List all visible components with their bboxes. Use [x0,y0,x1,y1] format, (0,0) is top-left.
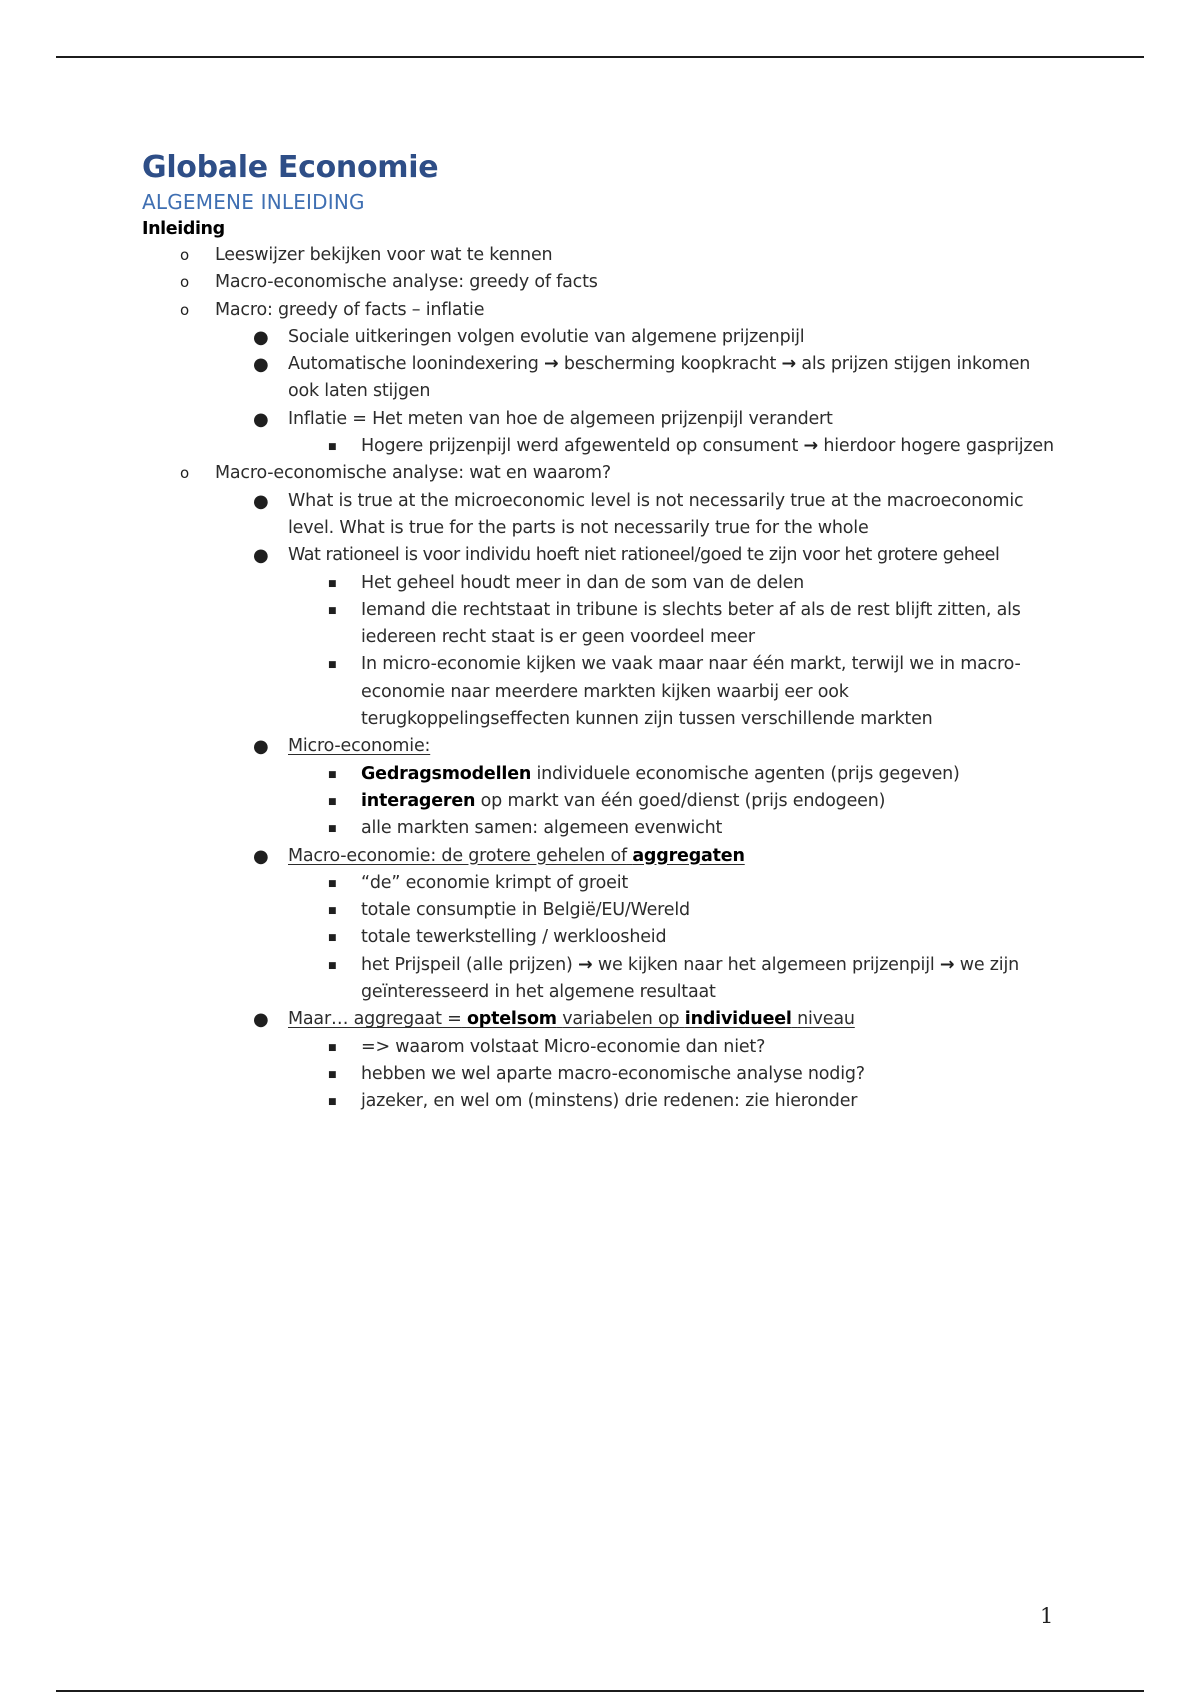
square-bullet-icon: ■ [328,1042,337,1053]
subsection-heading: Inleiding [142,219,225,239]
list-item: ● Automatische loonindexering → bescherming koopkracht → als prijzen stijgen inkomen ook laten stijgen [215,351,1062,406]
list-item: ● Maar… aggregaat = optelsom variabelen op individueel niveau ■ => waarom volstaat Micro-economie dan niet? ■ hebben we wel aparte macro-economische analyse nodig? ■ jazeker, en wel om (minstens) drie redenen: zie hieronder [215,1006,1062,1115]
square-bullet-icon: ■ [328,960,337,971]
square-bullet-icon: ■ [328,442,337,453]
list-item: ■ Hogere prijzenpijl werd afgewenteld op consument → hierdoor hogere gasprijzen [288,433,1062,460]
list-item: ■ totale tewerkstelling / werkloosheid [288,924,1062,951]
circle-bullet-icon: o [180,273,189,292]
square-bullet-icon: ■ [328,878,337,889]
header-rule [56,56,1144,58]
list-item: ■ hebben we wel aparte macro-economische analyse nodig? [288,1061,1062,1088]
list-item: o Leeswijzer bekijken voor wat te kennen [142,242,1062,269]
document-body [142,148,1062,1116]
list-item: ■ interageren op markt van één goed/dienst (prijs endogeen) [288,788,1062,815]
list-item: ■ In micro-economie kijken we vaak maar naar één markt, terwijl we in macro-economie naar meerdere markten kijken waarbij eer ook terugkoppelingseffecten kunnen zijn tussen verschillende markten [328,654,1021,730]
disc-bullet-icon: ● [253,490,269,512]
circle-bullet-icon: o [180,464,189,483]
square-bullet-icon: ■ [328,1069,337,1080]
square-bullet-icon: ■ [328,1097,337,1108]
outline-level-3 [288,433,1062,460]
square-bullet-icon: ■ [328,824,337,835]
disc-bullet-icon: ● [253,354,269,376]
square-bullet-icon: ■ [328,933,337,944]
disc-bullet-icon: ● [253,326,269,348]
section-heading: ALGEMENE INLEIDING [142,190,365,214]
right-arrow-icon: → [803,436,818,457]
disc-bullet-icon: ● [253,845,269,867]
document-title: Globale Economie [142,150,439,185]
outline-level-3 [288,870,1062,1006]
disc-bullet-icon: ● [253,736,269,758]
circle-bullet-icon: o [180,300,189,319]
square-bullet-icon: ■ [328,605,337,616]
list-item: ■ Het geheel houdt meer in dan de som van de delen [288,570,1062,597]
right-arrow-icon: → [939,954,955,975]
square-bullet-icon: ■ [328,796,337,807]
list-item: ■ alle markten samen: algemeen evenwicht [288,815,1062,842]
outline-level-1 [142,242,1062,1116]
list-item: ■ totale consumptie in België/EU/Wereld [288,897,1062,924]
list-item: o Macro: greedy of facts – inflatie ● Sociale uitkeringen volgen evolutie van algemene prijzenpijl ● Automatische loonindexering → bescherming koopkracht → als prijzen stijgen inkomen ook laten stijgen ● Inflatie = Het meten van hoe de algemeen prijzenpijl verandert ■ Hogere prijzenpijl werd afgewenteld op consument → hierdoor hogere gasprijzen [142,297,1062,461]
list-item: ■ => waarom volstaat Micro-economie dan niet? [288,1034,1062,1061]
page-number: 1 [1040,1604,1054,1628]
list-item: ■ “de” economie krimpt of groeit [288,870,1062,897]
right-arrow-icon: → [544,354,559,375]
square-bullet-icon: ■ [328,578,337,589]
circle-bullet-icon: o [180,246,189,264]
outline-level-3 [288,761,1062,843]
list-item: ● Macro-economie: de grotere gehelen of aggregaten ■ “de” economie krimpt of groeit ■ totale consumptie in België/EU/Wereld ■ totale tewerkstelling / werkloosheid ■ het Prijspeil (alle prijzen) → we kijken naar het algemeen prijzenpijl → we zijn geïnteresseerd in het algemene resultaat [215,843,1062,1007]
outline-level-3 [288,1034,1062,1116]
outline-level-2 [215,488,1062,1116]
list-item: ● Sociale uitkeringen volgen evolutie van algemene prijzenpijl [215,324,1062,351]
right-arrow-icon: → [781,354,796,375]
list-item: ■ het Prijspeil (alle prijzen) → we kijken naar het algemeen prijzenpijl → we zijn geïnteresseerd in het algemene resultaat [328,954,1019,1003]
outline-level-2 [215,324,1062,460]
outline-level-3 [288,570,1062,734]
list-item: ● Micro-economie: ■ Gedragsmodellen individuele economische agenten (prijs gegeven) ■ interageren op markt van één goed/dienst (prijs endogeen) ■ alle markten samen: algemeen evenwicht [215,733,1062,842]
footer-rule [56,1690,1144,1692]
square-bullet-icon: ■ [328,660,337,671]
list-item: o Macro-economische analyse: greedy of facts [142,269,1062,296]
disc-bullet-icon: ● [253,408,269,430]
list-item: ● Wat rationeel is voor individu hoeft niet rationeel/goed te zijn voor het grotere geheel ■ Het geheel houdt meer in dan de som van de delen ■ Iemand die rechtstaat in tribune is slechts beter af als de rest blijft zitten, als iedereen recht staat is er geen voordeel meer ■ In micro-economie kijken we vaak maar naar één markt, terwijl we in macro-economie naar meerdere markten kijken waarbij eer ook terugkoppelingseffecten kunnen zijn tussen verschillende markten [215,542,1062,733]
list-item: ● What is true at the microeconomic level is not necessarily true at the macroeconomic level. What is true for the parts is not necessarily true for the whole [215,488,1062,543]
disc-bullet-icon: ● [253,545,269,567]
square-bullet-icon: ■ [328,906,337,917]
right-arrow-icon: → [578,954,593,975]
list-item: ■ Gedragsmodellen individuele economische agenten (prijs gegeven) [288,761,1062,788]
list-item: o Macro-economische analyse: wat en waarom? ● What is true at the microeconomic level is not necessarily true at the macroeconomic level. What is true for the parts is not necessarily true for the whole ● Wat rationeel is voor individu hoeft niet rationeel/goed te zijn voor het grotere geheel ■ Het geheel houdt meer in dan de som van de delen ■ Iemand die rechtstaat in tribune is slechts beter af als de rest blijft zitten, als iedereen recht staat is er geen voordeel meer ■ In micro-economie kijken we vaak maar naar één markt, terwijl we in macro-economie naar meerdere markten kijken waarbij eer ook terugkoppelingseffecten kunnen zijn tussen verschillende markten ● Micro-economie: ■ Gedragsmodellen individuele economische agenten (prijs gegeven) ■ interageren op markt van één goed/dienst (prijs endogeen) ■ alle markten samen: algemeen evenwicht ● Macro-economie: de grotere gehelen of aggregaten ■ “de” economie krimpt of groeit ■ totale consumptie in België/EU/Wereld ■ totale tewerkstelling / werkloosheid ■ het Prijspeil (alle prijzen) → we kijken naar het algemeen prijzenpijl → we zijn geïnteresseerd in het algemene resultaat ● Maar… aggregaat = optelsom variabelen op individueel niveau ■ => waarom volstaat Micro-economie dan niet? ■ hebben we wel aparte macro-economische analyse nodig? ■ jazeker, en wel om (minstens) drie redenen: zie hieronder [142,460,1062,1115]
list-item: ■ jazeker, en wel om (minstens) drie redenen: zie hieronder [288,1088,1062,1115]
list-item: ■ Iemand die rechtstaat in tribune is slechts beter af als de rest blijft zitten, als iedereen recht staat is er geen voordeel meer [328,599,1021,648]
list-item: ● Inflatie = Het meten van hoe de algemeen prijzenpijl verandert ■ Hogere prijzenpijl werd afgewenteld op consument → hierdoor hogere gasprijzen [215,406,1062,461]
disc-bullet-icon: ● [253,1009,269,1031]
square-bullet-icon: ■ [328,769,337,780]
